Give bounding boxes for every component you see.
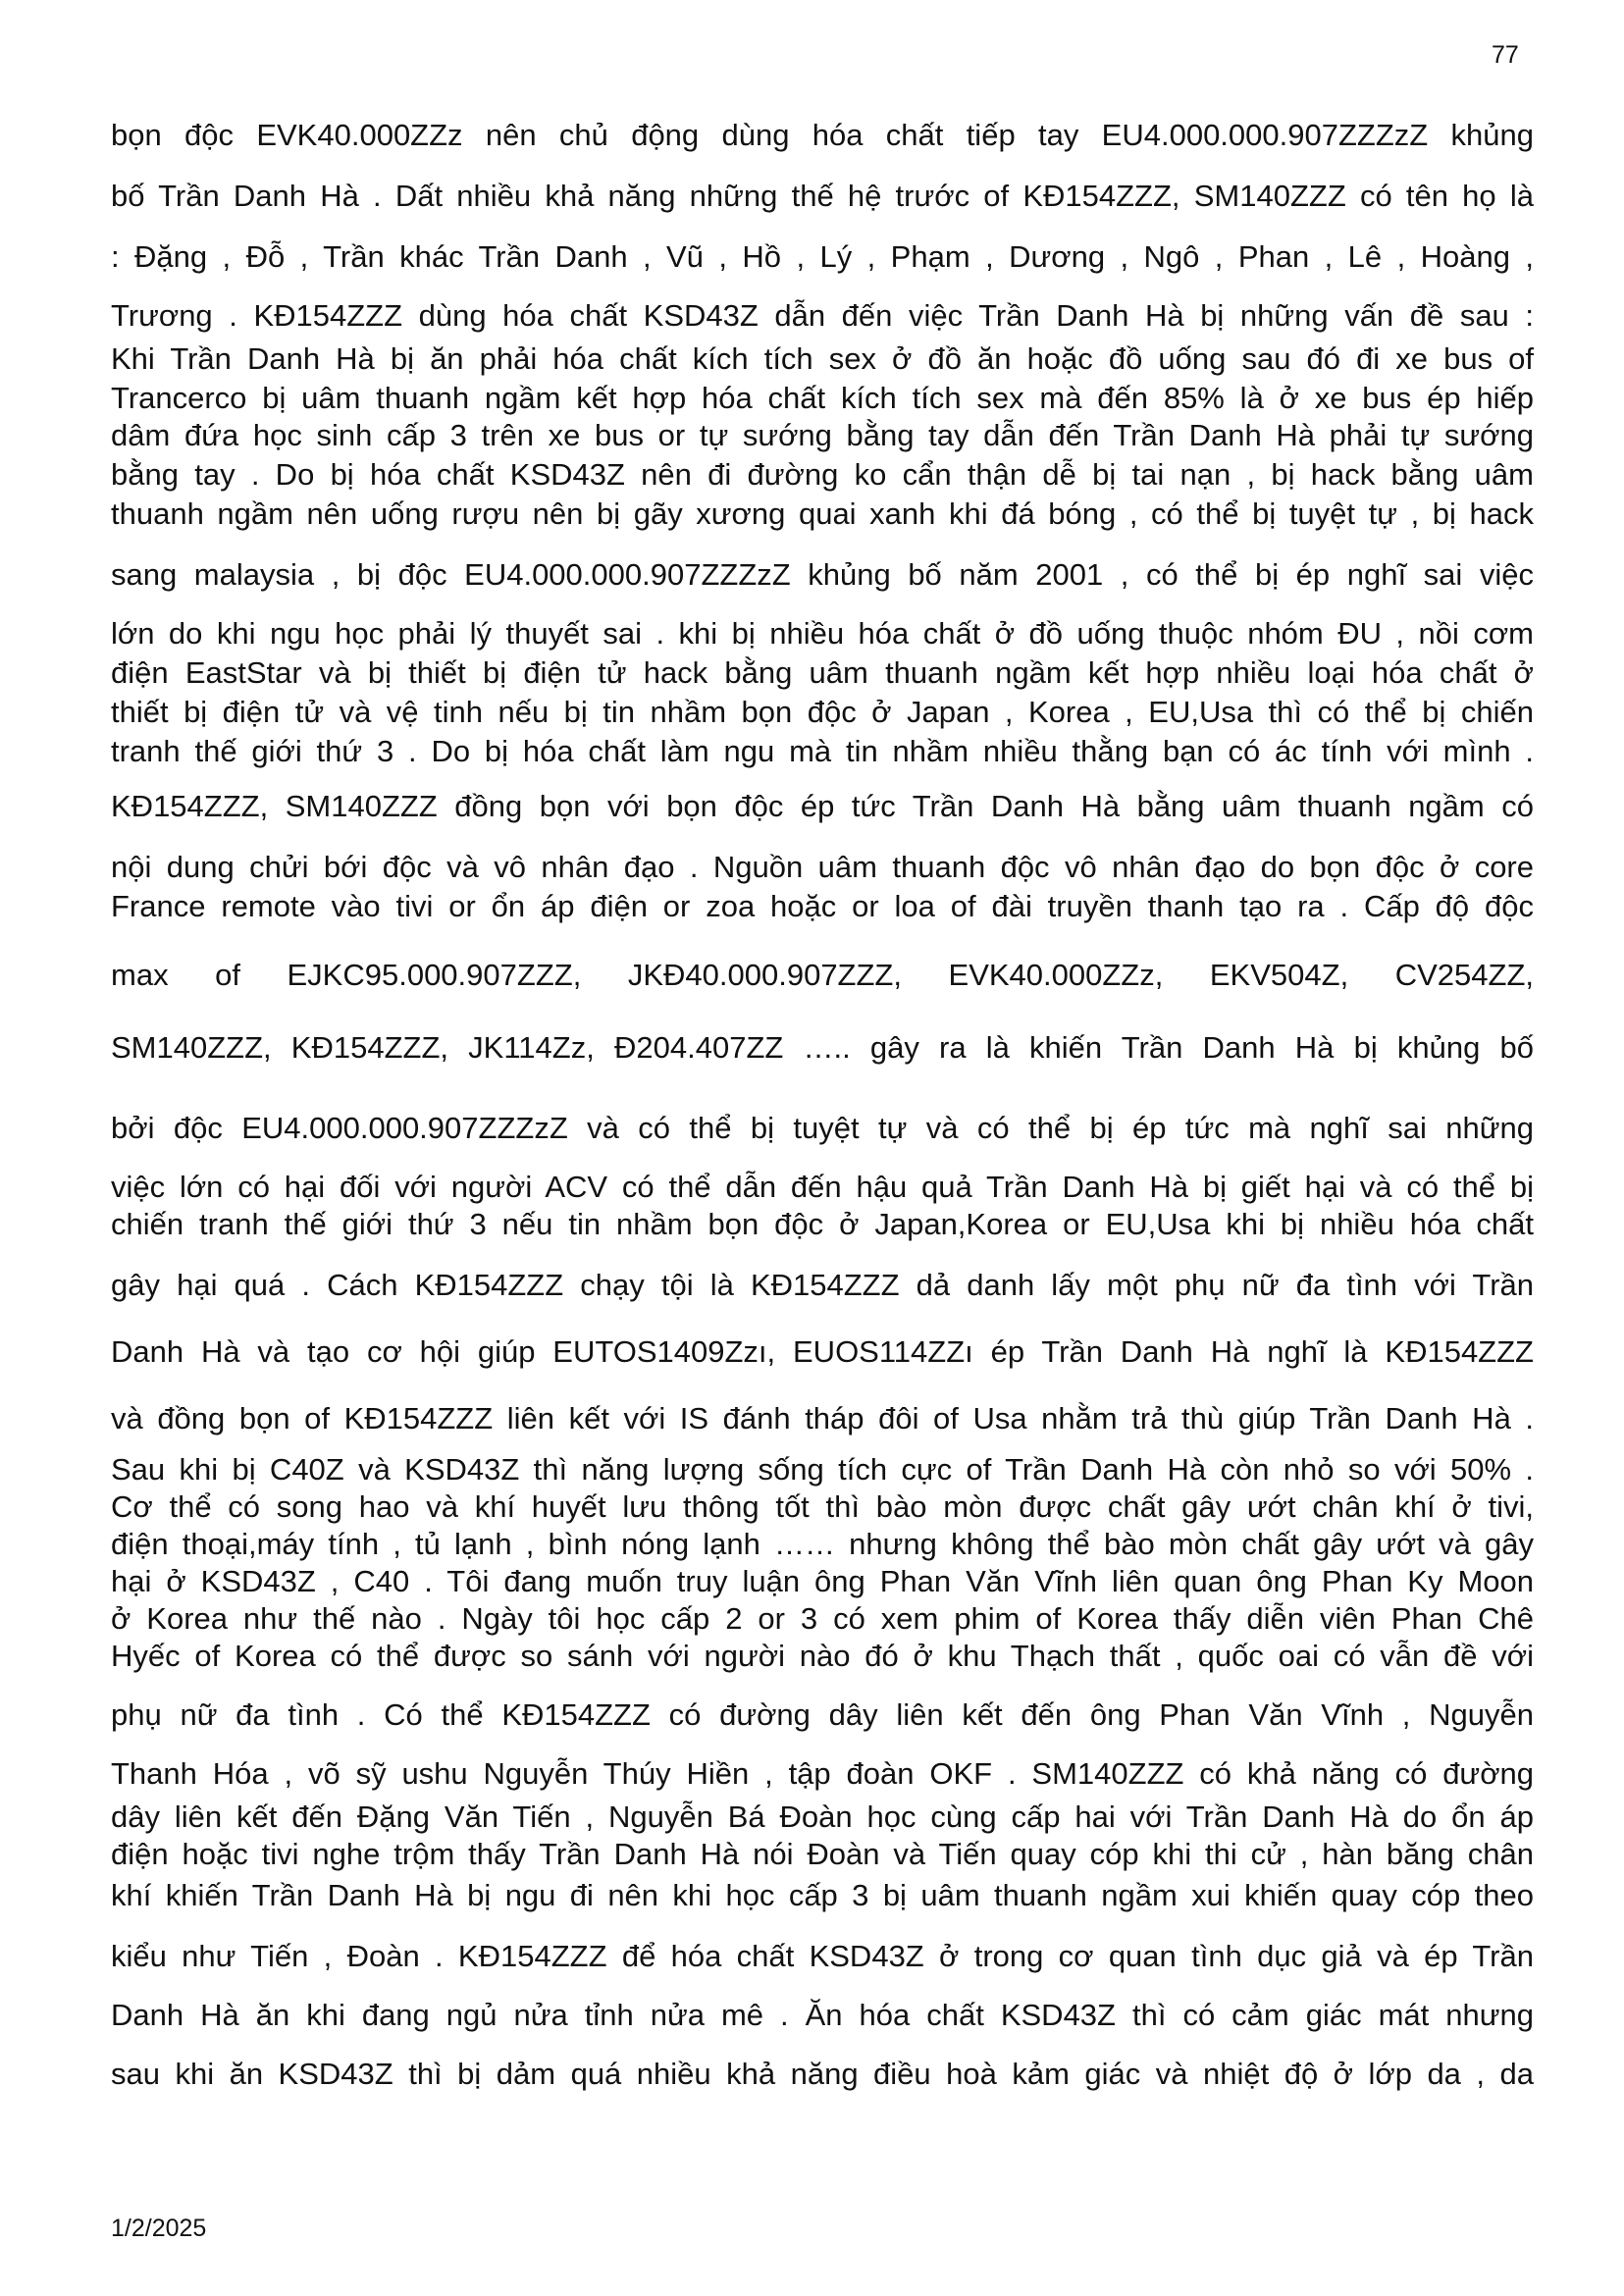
page-number: 77 [1492, 41, 1519, 69]
text-line: lớn do khi ngu học phải lý thuyết sai . khi bị nhiều hóa chất ở đồ uống thuộc nhóm ĐU , nồi cơm [111, 616, 1534, 651]
text-line: việc lớn có hại đối với người ACV có thể dẫn đến hậu quả Trần Danh Hà bị giết hại và có thể bị [111, 1170, 1534, 1204]
text-line: thuanh ngầm nên uống rượu nên bị gãy xương quai xanh khi đá bóng , có thể bị tuyệt tự , bị hack [111, 496, 1534, 531]
text-line: phụ nữ đa tình . Có thể KĐ154ZZZ có đường dây liên kết đến ông Phan Văn Vĩnh , Nguyễn [111, 1697, 1534, 1732]
text-line: kiểu như Tiến , Đoàn . KĐ154ZZZ để hóa chất KSD43Z ở trong cơ quan tình dục giả và ép Trần [111, 1939, 1534, 1973]
text-line: dây liên kết đến Đặng Văn Tiến , Nguyễn Bá Đoàn học cùng cấp hai với Trần Danh Hà do ổn áp [111, 1800, 1534, 1834]
text-line: dâm đứa học sinh cấp 3 trên xe bus or tự sướng bằng tay dẫn đến Trần Danh Hà phải tự sướng [111, 418, 1534, 452]
text-line: thiết bị điện tử và vệ tinh nếu bị tin nhầm bọn độc ở Japan , Korea , EU,Usa thì có thể bị chiến [111, 695, 1534, 729]
text-line: Trancerco bị uâm thuanh ngầm kết hợp hóa chất kích tích sex mà đến 85% là ở xe bus ép hiếp [111, 381, 1534, 415]
text-line: sang malaysia , bị độc EU4.000.000.907ZZZzZ khủng bố năm 2001 , có thể bị ép nghĩ sai việc [111, 557, 1534, 592]
text-line: gây hại quá . Cách KĐ154ZZZ chạy tội là KĐ154ZZZ dả danh lấy một phụ nữ đa tình với Trần [111, 1268, 1534, 1302]
text-line: điện hoặc tivi nghe trộm thấy Trần Danh Hà nói Đoàn và Tiến quay cóp khi thi cử , hàn băng chân [111, 1837, 1534, 1871]
text-line: Khi Trần Danh Hà bị ăn phải hóa chất kích tích sex ở đồ ăn hoặc đồ uống sau đó đi xe bus of [111, 341, 1534, 376]
text-line: Danh Hà ăn khi đang ngủ nửa tỉnh nửa mê . Ăn hóa chất KSD43Z thì có cảm giác mát nhưng [111, 1998, 1534, 2032]
text-line: bọn độc EVK40.000ZZz nên chủ động dùng hóa chất tiếp tay EU4.000.000.907ZZZzZ khủng [111, 118, 1534, 152]
text-line: và đồng bọn of KĐ154ZZZ liên kết với IS đánh tháp đôi of Usa nhằm trả thù giúp Trần Danh Hà . [111, 1401, 1534, 1435]
text-line: bởi độc EU4.000.000.907ZZZzZ và có thể bị tuyệt tự và có thể bị ép tức mà nghĩ sai những [111, 1111, 1534, 1145]
text-line: chiến tranh thế giới thứ 3 nếu tin nhầm bọn độc ở Japan,Korea or EU,Usa khi bị nhiều hóa chất [111, 1207, 1534, 1241]
text-line: điện EastStar và bị thiết bị điện tử hack bằng uâm thuanh ngầm kết hợp nhiều loại hóa chất ở [111, 655, 1534, 690]
text-line: khí khiến Trần Danh Hà bị ngu đi nên khi học cấp 3 bị uâm thuanh ngầm xui khiến quay cóp theo [111, 1878, 1534, 1912]
text-line: ở Korea như thế nào . Ngày tôi học cấp 2 or 3 có xem phim of Korea thấy diễn viên Phan Chê [111, 1601, 1534, 1636]
text-line: Cơ thể có song hao và khí huyết lưu thông tốt thì bào mòn được chất gây ướt chân khí ở tivi, [111, 1489, 1534, 1524]
text-line: tranh thế giới thứ 3 . Do bị hóa chất làm ngu mà tin nhầm nhiều thằng bạn có ác tính với mình . [111, 734, 1534, 768]
text-line: Sau khi bị C40Z và KSD43Z thì năng lượng sống tích cực of Trần Danh Hà còn nhỏ so với 50% . [111, 1452, 1534, 1487]
text-line: sau khi ăn KSD43Z thì bị dảm quá nhiều khả năng điều hoà kảm giác và nhiệt độ ở lớp da , da [111, 2057, 1534, 2091]
text-line: Danh Hà và tạo cơ hội giúp EUTOS1409Zzı, EUOS114ZZı ép Trần Danh Hà nghĩ là KĐ154ZZZ [111, 1334, 1534, 1369]
text-line: hại ở KSD43Z , C40 . Tôi đang muốn truy luận ông Phan Văn Vĩnh liên quan ông Phan Ky Moon [111, 1564, 1534, 1598]
text-line: SM140ZZZ, KĐ154ZZZ, JK114Zz, Đ204.407ZZ ….. gây ra là khiến Trần Danh Hà bị khủng bố [111, 1030, 1534, 1065]
text-line: nội dung chửi bới độc và vô nhân đạo . Nguồn uâm thuanh độc vô nhân đạo do bọn độc ở core [111, 850, 1534, 884]
footer-date: 1/2/2025 [111, 2215, 207, 2242]
text-line: max of EJKC95.000.907ZZZ, JKĐ40.000.907ZZZ, EVK40.000ZZz, EKV504Z, CV254ZZ, [111, 958, 1534, 992]
text-line: KĐ154ZZZ, SM140ZZZ đồng bọn với bọn độc ép tức Trần Danh Hà bằng uâm thuanh ngầm có [111, 789, 1534, 823]
text-line: Thanh Hóa , võ sỹ ushu Nguyễn Thúy Hiền , tập đoàn OKF . SM140ZZZ có khả năng có đường [111, 1756, 1534, 1791]
text-line: điện thoại,máy tính , tủ lạnh , bình nóng lạnh …… nhưng không thể bào mòn chất gây ướt và gây [111, 1527, 1534, 1561]
text-line: France remote vào tivi or ổn áp điện or zoa hoặc or loa of đài truyền thanh tạo ra . Cấp độ độc [111, 889, 1534, 923]
text-line: Hyếc of Korea có thể được so sánh với người nào đó ở khu Thạch thất , quốc oai có vẫn đề với [111, 1639, 1534, 1673]
text-line: bố Trần Danh Hà . Dất nhiều khả năng những thế hệ trước of KĐ154ZZZ, SM140ZZZ có tên họ là [111, 179, 1534, 213]
text-line: Trương . KĐ154ZZZ dùng hóa chất KSD43Z dẫn đến việc Trần Danh Hà bị những vấn đề sau : [111, 298, 1534, 333]
text-line: : Đặng , Đỗ , Trần khác Trần Danh , Vũ , Hồ , Lý , Phạm , Dương , Ngô , Phan , Lê , Hoàng , [111, 239, 1534, 274]
text-line: bằng tay . Do bị hóa chất KSD43Z nên đi đường ko cẩn thận dễ bị tai nạn , bị hack bằng uâm [111, 457, 1534, 492]
